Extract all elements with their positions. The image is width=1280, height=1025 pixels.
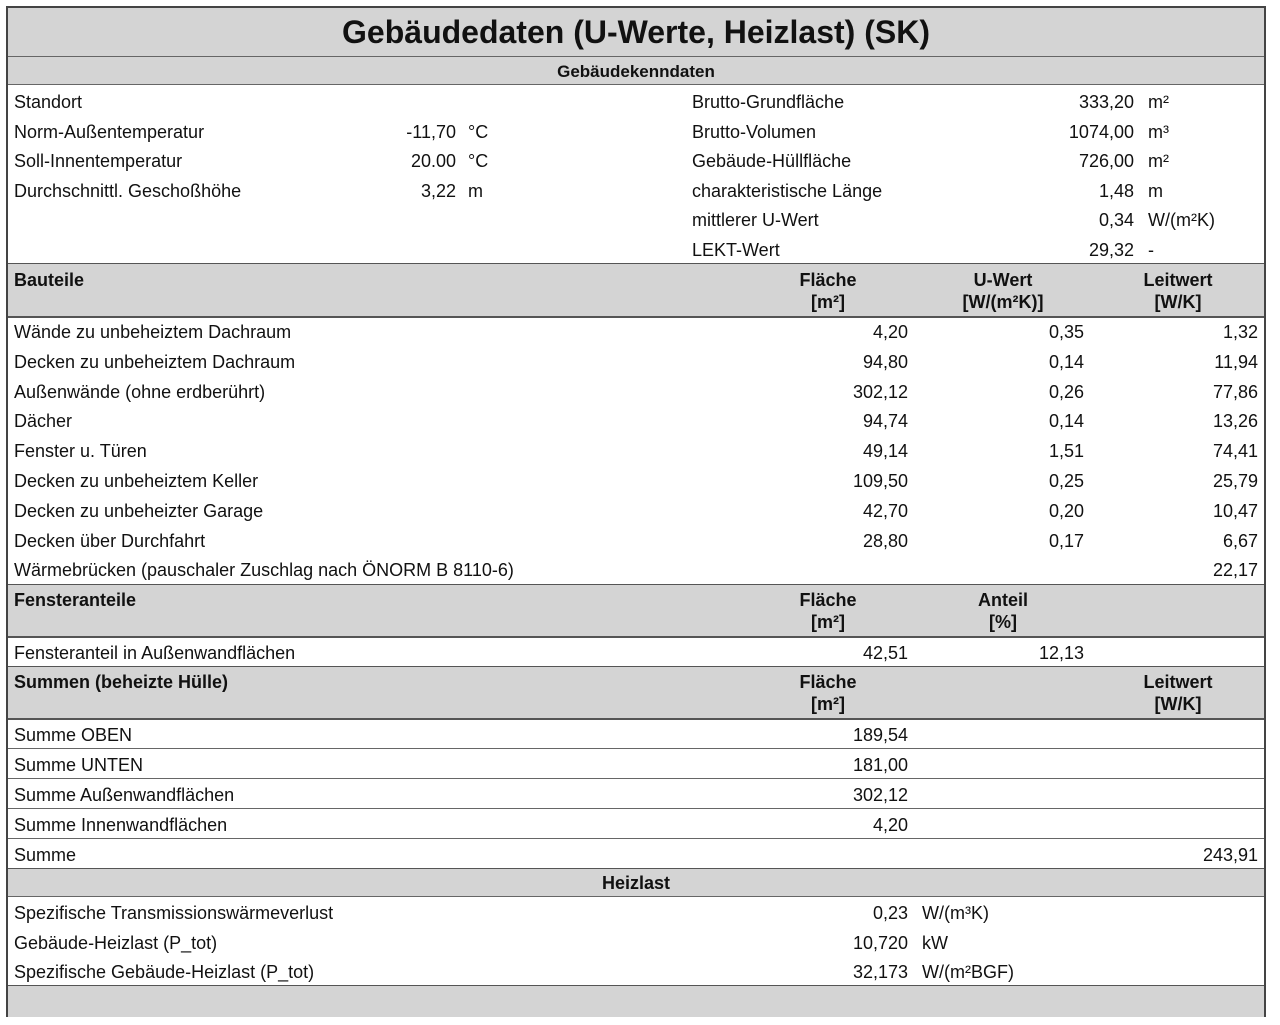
table-cell-leitwert: 22,17 <box>1212 560 1258 581</box>
kenndaten-label: Norm-Außentemperatur <box>14 121 205 142</box>
kenndaten-label: mittlerer U-Wert <box>692 210 819 231</box>
table-row-label: Summe <box>14 845 77 865</box>
table-row-label: Decken zu unbeheiztem Dachraum <box>14 351 296 372</box>
kenndaten-value: -11,70 <box>406 121 456 142</box>
table-cell-flaeche: 109,50 <box>852 471 908 491</box>
table-cell-uwert: 0,17 <box>1048 530 1084 551</box>
divider <box>8 778 1264 779</box>
section-band <box>8 585 1264 636</box>
table-cell-flaeche: 94,80 <box>862 351 908 372</box>
summen-header: Summen (beheizte Hülle) <box>14 672 229 692</box>
table-row-label: Summe Außenwandflächen <box>14 785 235 805</box>
heizlast-unit: W/(m²BGF) <box>922 962 1014 983</box>
col-uwert-unit: [W/(m²K)] <box>962 292 1044 312</box>
divider <box>8 636 1264 638</box>
fenster-col-anteil-unit: [%] <box>989 612 1017 632</box>
kenndaten-value: 1,48 <box>1098 180 1134 201</box>
table-cell-flaeche: 4,20 <box>872 815 908 835</box>
kenndaten-unit: W/(m²K) <box>1148 210 1215 231</box>
heizlast-label: Spezifische Gebäude-Heizlast (P_tot) <box>14 962 315 983</box>
summen-col-flaeche-unit: [m²] <box>811 694 845 714</box>
fenster-row-label: Fensteranteil in Außenwandflächen <box>14 643 296 663</box>
kenndaten-unit: m² <box>1148 92 1169 112</box>
kenndaten-label: Gebäude-Hüllfläche <box>692 151 852 172</box>
kenndaten-unit: m³ <box>1148 121 1169 142</box>
table-cell-uwert: 0,14 <box>1048 411 1084 432</box>
fenster-col-flaeche: Fläche <box>799 590 857 610</box>
heizlast-value: 10,720 <box>852 932 908 953</box>
table-cell-flaeche: 181,00 <box>852 755 908 775</box>
table-row-label: Dächer <box>14 411 73 432</box>
heizlast-unit: W/(m³K) <box>922 903 989 923</box>
kenndaten-value: 29,32 <box>1088 240 1134 260</box>
summen-col-leitwert: Leitwert <box>1143 672 1213 692</box>
table-cell-uwert: 0,25 <box>1048 471 1084 491</box>
heizlast-header: Heizlast <box>601 873 671 893</box>
footer-band <box>8 986 1264 1017</box>
table-cell-uwert: 0,35 <box>1048 322 1084 342</box>
page-title: Gebäudedaten (U-Werte, Heizlast) (SK) <box>342 14 930 50</box>
table-cell-uwert: 0,20 <box>1048 500 1084 521</box>
table-row-label: Summe OBEN <box>14 725 133 745</box>
table-cell-uwert: 0,26 <box>1048 381 1084 402</box>
kenndaten-unit: m² <box>1148 151 1169 172</box>
table-cell-leitwert: 243,91 <box>1202 845 1258 865</box>
table-cell-flaeche: 49,14 <box>862 441 908 462</box>
kenndaten-value: 333,20 <box>1078 92 1134 112</box>
divider <box>8 808 1264 809</box>
bauteile-header: Bauteile <box>14 270 85 290</box>
table-row-label: Wände zu unbeheiztem Dachraum <box>14 322 292 342</box>
table-cell-flaeche: 189,54 <box>852 725 908 745</box>
section-band <box>8 264 1264 316</box>
table-row-label: Summe UNTEN <box>14 755 144 775</box>
col-leitwert-unit: [W/K] <box>1154 292 1202 312</box>
heizlast-label: Gebäude-Heizlast (P_tot) <box>14 932 218 953</box>
divider <box>8 84 1264 85</box>
col-flaeche-unit: [m²] <box>811 292 845 312</box>
kenndaten-unit: m <box>1148 180 1163 201</box>
kenndaten-unit: m <box>468 180 483 201</box>
table-cell-leitwert: 10,47 <box>1212 500 1258 521</box>
divider <box>8 838 1264 839</box>
table-row-label: Außenwände (ohne erdberührt) <box>14 381 266 402</box>
table-cell-leitwert: 13,26 <box>1212 411 1258 432</box>
heizlast-unit: kW <box>922 932 948 953</box>
kenndaten-header: Gebäudekenndaten <box>557 62 715 81</box>
table-cell-flaeche: 4,20 <box>872 322 908 342</box>
kenndaten-value: 1074,00 <box>1068 121 1134 142</box>
table-row-label: Decken über Durchfahrt <box>14 530 206 551</box>
kenndaten-value: 0,34 <box>1098 210 1134 231</box>
col-leitwert-header: Leitwert <box>1143 270 1213 290</box>
table-cell-flaeche: 42,70 <box>862 500 908 521</box>
table-row-label: Fenster u. Türen <box>14 441 147 462</box>
kenndaten-label: Brutto-Volumen <box>692 121 817 142</box>
kenndaten-unit: - <box>1148 240 1154 260</box>
kenndaten-value: 3,22 <box>420 180 456 201</box>
heizlast-value: 32,173 <box>852 962 908 983</box>
divider <box>8 316 1264 318</box>
table-cell-leitwert: 1,32 <box>1222 322 1258 342</box>
table-cell-leitwert: 6,67 <box>1222 530 1258 551</box>
table-cell-flaeche: 94,74 <box>862 411 908 432</box>
kenndaten-label: Durchschnittl. Geschoßhöhe <box>14 180 242 201</box>
table-cell-leitwert: 25,79 <box>1212 471 1258 491</box>
kenndaten-label: charakteristische Länge <box>692 180 883 201</box>
table-cell-flaeche: 302,12 <box>852 381 908 402</box>
kenndaten-label: LEKT-Wert <box>692 240 780 260</box>
kenndaten-label: Standort <box>14 92 83 112</box>
building-data-sheet <box>6 6 1266 1017</box>
heizlast-value: 0,23 <box>872 903 908 923</box>
fenster-row-flaeche: 42,51 <box>862 643 908 663</box>
kenndaten-value: 20.00 <box>410 151 456 172</box>
col-flaeche-header: Fläche <box>799 270 857 290</box>
table-cell-uwert: 0,14 <box>1048 351 1084 372</box>
summen-col-flaeche: Fläche <box>799 672 857 692</box>
table-row-label: Decken zu unbeheiztem Keller <box>14 471 259 491</box>
fenster-col-flaeche-unit: [m²] <box>811 612 845 632</box>
kenndaten-unit: °C <box>468 151 489 172</box>
table-cell-flaeche: 302,12 <box>852 785 908 805</box>
table-cell-leitwert: 77,86 <box>1212 381 1258 402</box>
kenndaten-label: Brutto-Grundfläche <box>692 92 845 112</box>
fenster-row-anteil: 12,13 <box>1038 643 1084 663</box>
kenndaten-value: 726,00 <box>1078 151 1134 172</box>
divider <box>8 748 1264 749</box>
kenndaten-unit: °C <box>468 121 489 142</box>
kenndaten-label: Soll-Innentemperatur <box>14 151 183 172</box>
table-row-label: Summe Innenwandflächen <box>14 815 228 835</box>
table-cell-flaeche: 28,80 <box>862 530 908 551</box>
fenster-col-anteil: Anteil <box>977 590 1028 610</box>
fenster-header: Fensteranteile <box>14 590 137 610</box>
divider <box>8 718 1264 720</box>
table-cell-leitwert: 11,94 <box>1214 351 1258 372</box>
table-row-label: Wärmebrücken (pauschaler Zuschlag nach ÖNORM B 8110-6) <box>14 560 514 581</box>
col-uwert-header: U-Wert <box>973 270 1033 290</box>
table-cell-leitwert: 74,41 <box>1212 441 1258 462</box>
table-row-label: Decken zu unbeheizter Garage <box>14 500 264 521</box>
summen-col-leitwert-unit: [W/K] <box>1154 694 1202 714</box>
heizlast-label: Spezifische Transmissionswärmeverlust <box>14 903 334 923</box>
divider <box>8 896 1264 897</box>
table-cell-uwert: 1,51 <box>1048 441 1084 462</box>
